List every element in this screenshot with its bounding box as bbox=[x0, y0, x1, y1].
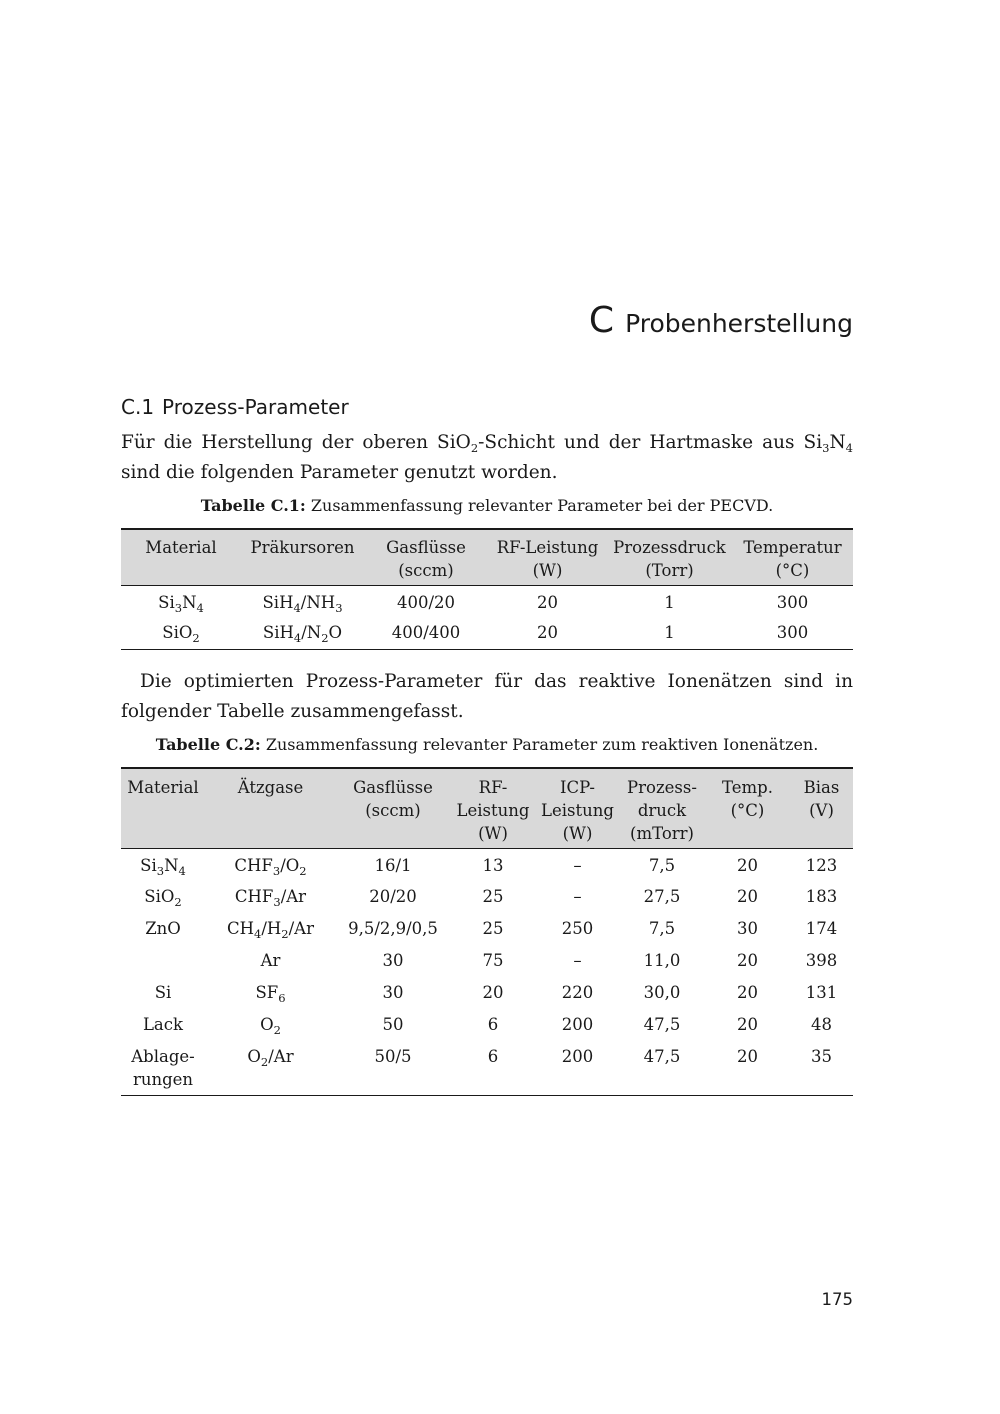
text-run: CH bbox=[227, 919, 255, 938]
text-run: N bbox=[182, 592, 197, 612]
table1-caption bbox=[121, 496, 853, 515]
table-row bbox=[121, 848, 853, 880]
etch-gas-cell bbox=[205, 944, 336, 976]
subscript: 4 bbox=[845, 441, 853, 455]
bias-cell: 48 bbox=[811, 1015, 832, 1034]
gasflow-cell: 16/1 bbox=[374, 855, 412, 875]
text-run: Ar bbox=[260, 951, 281, 970]
header-line: Material bbox=[145, 538, 217, 557]
rf-power-cell: 25 bbox=[482, 919, 504, 938]
subscript: 6 bbox=[278, 991, 286, 1005]
text-run: ZnO bbox=[145, 919, 181, 938]
pressure-cell: 7,5 bbox=[648, 919, 676, 938]
material-cell bbox=[121, 617, 241, 649]
subscript: 2 bbox=[260, 1055, 269, 1069]
text-run: /NH bbox=[300, 592, 336, 612]
text-run: /N bbox=[301, 623, 322, 643]
temperature-cell: 20 bbox=[737, 983, 758, 1002]
rf-power-cell: 13 bbox=[482, 855, 504, 875]
header-line: Ätzgase bbox=[237, 778, 304, 797]
text-run: O bbox=[328, 623, 343, 643]
pressure-cell: 1 bbox=[664, 592, 675, 612]
temperature-cell: 20 bbox=[737, 1047, 758, 1066]
text-run: SF bbox=[255, 983, 279, 1002]
icp-power-cell: 200 bbox=[561, 1047, 594, 1066]
header-line: Bias bbox=[803, 778, 840, 797]
table-header-row bbox=[121, 529, 853, 585]
subscript: 3 bbox=[272, 863, 281, 878]
icp-power-cell: – bbox=[573, 855, 582, 875]
temperature-cell: 300 bbox=[776, 592, 809, 612]
header-line: Prozess- bbox=[627, 778, 697, 797]
rf-power-cell: 25 bbox=[482, 887, 504, 906]
bias-cell: 131 bbox=[805, 983, 838, 1002]
table-row bbox=[121, 585, 853, 617]
column-header bbox=[790, 768, 853, 848]
text-run: SiH bbox=[262, 623, 294, 643]
etch-gas-cell bbox=[205, 1008, 336, 1040]
text-run: Si bbox=[140, 855, 157, 875]
pressure-cell: 11,0 bbox=[643, 951, 681, 970]
pressure-cell: 27,5 bbox=[643, 887, 681, 906]
subscript: 4 bbox=[293, 631, 302, 646]
icp-power-cell: 250 bbox=[561, 919, 594, 938]
material-cell bbox=[121, 912, 205, 944]
column-header bbox=[121, 768, 205, 848]
subscript: 3 bbox=[822, 441, 830, 455]
text-run: O bbox=[247, 1047, 261, 1066]
column-header bbox=[619, 768, 705, 848]
header-line: (°C) bbox=[730, 801, 765, 820]
section-heading bbox=[121, 395, 349, 419]
table-row bbox=[121, 1008, 853, 1040]
icp-power-cell: – bbox=[573, 887, 582, 906]
gasflow-cell: 400/400 bbox=[391, 623, 461, 643]
section-title: Prozess-Parameter bbox=[162, 395, 349, 419]
column-header bbox=[364, 529, 488, 585]
subscript: 2 bbox=[281, 927, 289, 941]
text-run: CHF bbox=[234, 855, 273, 875]
header-line: Material bbox=[127, 778, 199, 797]
rf-power-cell: 75 bbox=[482, 951, 504, 970]
gasflow-cell: 30 bbox=[382, 951, 404, 970]
header-line: (V) bbox=[809, 801, 834, 820]
subscript: 4 bbox=[293, 600, 301, 615]
table-row bbox=[121, 944, 853, 976]
column-header bbox=[450, 768, 536, 848]
temperature-cell: 20 bbox=[737, 887, 758, 906]
material-cell bbox=[121, 944, 205, 976]
gasflow-cell: 50/5 bbox=[374, 1047, 412, 1066]
header-line: (°C) bbox=[775, 561, 810, 580]
subscript: 3 bbox=[174, 600, 183, 615]
icp-power-cell: 220 bbox=[561, 983, 594, 1002]
subscript: 3 bbox=[273, 895, 281, 909]
chapter-letter: C bbox=[588, 300, 614, 341]
etch-gas-cell bbox=[205, 880, 336, 912]
text-run: /O bbox=[280, 855, 300, 875]
pressure-cell: 47,5 bbox=[643, 1047, 681, 1066]
text-run: SiO bbox=[162, 623, 193, 643]
table-row bbox=[121, 912, 853, 944]
rf-power-cell: 20 bbox=[537, 623, 558, 643]
rf-power-cell: 6 bbox=[487, 1047, 499, 1066]
caption-text: Zusammenfassung relevanter Parameter zum reaktiven Ionenätzen. bbox=[260, 735, 819, 754]
subscript: 2 bbox=[174, 895, 182, 909]
caption-label: Tabelle C.2: bbox=[155, 735, 261, 754]
table-header-row bbox=[121, 768, 853, 848]
text-run: Für die Herstellung der oberen SiO bbox=[121, 432, 471, 453]
header-line: Leistung bbox=[456, 801, 530, 820]
subscript: 3 bbox=[156, 863, 165, 878]
bias-cell: 123 bbox=[805, 855, 838, 875]
etch-gas-cell bbox=[205, 848, 336, 880]
icp-power-cell: – bbox=[573, 951, 582, 970]
pressure-cell: 47,5 bbox=[643, 1015, 681, 1034]
precursor-cell bbox=[241, 585, 364, 617]
bias-cell: 398 bbox=[805, 951, 838, 970]
table-row bbox=[121, 880, 853, 912]
temperature-cell: 300 bbox=[776, 623, 809, 643]
temperature-cell: 20 bbox=[737, 1015, 758, 1034]
precursor-cell bbox=[241, 617, 364, 649]
text-run: N bbox=[164, 855, 179, 875]
gasflow-cell: 400/20 bbox=[396, 592, 456, 612]
header-line: (W) bbox=[532, 561, 563, 580]
header-line: RF-Leistung bbox=[496, 538, 599, 557]
column-header bbox=[336, 768, 450, 848]
header-line: Prozessdruck bbox=[613, 538, 726, 557]
bias-cell: 35 bbox=[811, 1047, 832, 1066]
bias-cell: 183 bbox=[805, 887, 838, 906]
text-run: /Ar bbox=[280, 887, 307, 906]
material-cell bbox=[121, 848, 205, 880]
table2-caption bbox=[121, 735, 853, 754]
column-header bbox=[607, 529, 732, 585]
material-cell bbox=[121, 976, 205, 1008]
temperature-cell: 30 bbox=[737, 919, 758, 938]
text-run: N bbox=[829, 432, 846, 453]
pecvd-parameter-table bbox=[121, 528, 853, 650]
text-run: -Schicht und der Hartmaske aus Si bbox=[478, 432, 823, 453]
subscript: 3 bbox=[335, 600, 343, 615]
subscript: 4 bbox=[196, 600, 204, 615]
table-row bbox=[121, 617, 853, 649]
subscript: 2 bbox=[470, 441, 479, 455]
column-header bbox=[488, 529, 607, 585]
caption-label: Tabelle C.1: bbox=[200, 496, 306, 515]
subscript: 4 bbox=[178, 863, 186, 878]
header-line: Gasflüsse bbox=[353, 778, 433, 797]
table-row bbox=[121, 976, 853, 1008]
temperature-cell: 20 bbox=[737, 855, 758, 875]
text-run: O bbox=[260, 1015, 274, 1034]
subscript: 2 bbox=[299, 863, 307, 878]
gasflow-cell: 20/20 bbox=[369, 887, 417, 906]
rf-power-cell: 20 bbox=[482, 983, 504, 1002]
page-number: 175 bbox=[821, 1290, 853, 1309]
text-run: SiO bbox=[144, 887, 175, 906]
text-run: /Ar bbox=[288, 919, 314, 938]
header-line: (Torr) bbox=[645, 561, 694, 580]
header-line: druck bbox=[637, 801, 687, 820]
etch-gas-cell bbox=[205, 1040, 336, 1096]
caption-text: Zusammenfassung relevanter Parameter bei der PECVD. bbox=[305, 496, 774, 515]
material-cell bbox=[121, 585, 241, 617]
intro-paragraph bbox=[121, 428, 853, 488]
etching-paragraph: Die optimierten Prozess-Parameter für das reaktive Ionenätzen sind in folgender Tabelle zusammengefasst. bbox=[121, 671, 853, 722]
material-cell bbox=[121, 1040, 205, 1096]
column-header bbox=[205, 768, 336, 848]
header-line: (mTorr) bbox=[630, 824, 694, 843]
header-line: Leistung bbox=[541, 801, 614, 820]
subscript: 2 bbox=[192, 631, 200, 646]
table-row bbox=[121, 1040, 853, 1096]
pressure-cell: 7,5 bbox=[648, 855, 676, 875]
column-header bbox=[732, 529, 853, 585]
column-header bbox=[705, 768, 790, 848]
text-run: Si bbox=[158, 592, 175, 612]
gasflow-cell: 50 bbox=[382, 1015, 404, 1034]
header-line: (W) bbox=[562, 824, 593, 843]
material-cell bbox=[121, 1008, 205, 1040]
header-line: RF- bbox=[478, 778, 508, 797]
text-run: CHF bbox=[234, 887, 274, 906]
text-run: Si bbox=[154, 983, 172, 1002]
header-line: (sccm) bbox=[398, 561, 454, 580]
pressure-cell: 30,0 bbox=[643, 983, 681, 1002]
gasflow-cell: 30 bbox=[382, 983, 404, 1002]
header-line: (sccm) bbox=[365, 801, 421, 820]
etch-gas-cell bbox=[205, 912, 336, 944]
rie-parameter-table bbox=[121, 767, 853, 1096]
etch-gas-cell bbox=[205, 976, 336, 1008]
chapter-heading bbox=[589, 300, 853, 341]
subscript: 2 bbox=[321, 631, 329, 646]
column-header bbox=[241, 529, 364, 585]
column-header bbox=[536, 768, 619, 848]
text-run: Ablage- bbox=[131, 1047, 195, 1066]
text-run: sind die folgenden Parameter genutzt worden. bbox=[121, 462, 558, 483]
subscript: 4 bbox=[254, 927, 262, 941]
header-line: Gasflüsse bbox=[386, 538, 466, 557]
rf-power-cell: 6 bbox=[487, 1015, 499, 1034]
pressure-cell: 1 bbox=[664, 623, 675, 643]
rf-power-cell: 20 bbox=[537, 592, 558, 612]
material-cell bbox=[121, 880, 205, 912]
text-run: SiH bbox=[262, 592, 294, 612]
chapter-title: Probenherstellung bbox=[625, 309, 853, 338]
header-line: (W) bbox=[478, 824, 508, 843]
header-line: Temp. bbox=[722, 778, 773, 797]
icp-power-cell: 200 bbox=[561, 1015, 594, 1034]
text-run: /H bbox=[261, 919, 282, 938]
text-run: /Ar bbox=[268, 1047, 294, 1066]
section-number: C.1 bbox=[121, 395, 155, 419]
temperature-cell: 20 bbox=[737, 951, 758, 970]
column-header bbox=[121, 529, 241, 585]
header-line: Präkursoren bbox=[250, 538, 355, 557]
text-run: rungen bbox=[132, 1070, 194, 1089]
header-line: ICP- bbox=[560, 778, 595, 797]
subscript: 2 bbox=[273, 1023, 281, 1037]
gasflow-cell: 9,5/2,9/0,5 bbox=[348, 919, 438, 938]
header-line: Temperatur bbox=[743, 538, 842, 557]
bias-cell: 174 bbox=[805, 919, 838, 938]
text-run: Lack bbox=[142, 1015, 184, 1034]
